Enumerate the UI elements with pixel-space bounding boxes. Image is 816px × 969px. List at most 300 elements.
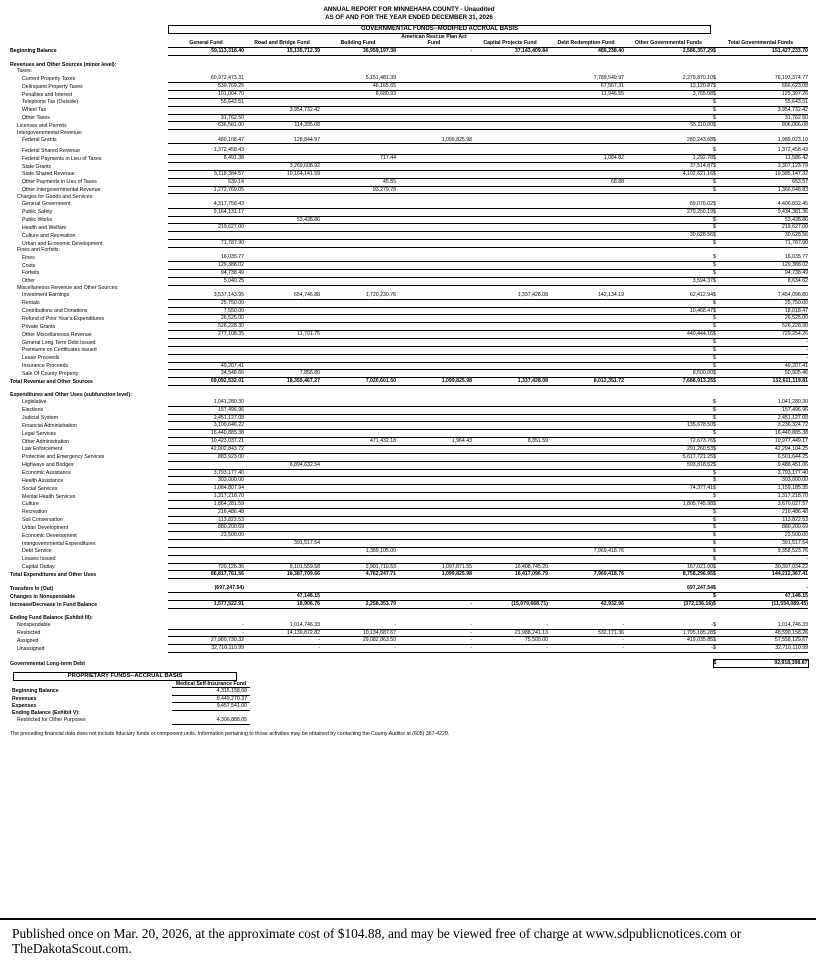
value-cell: 2,451,127.08 [168, 414, 244, 422]
table-row [10, 75, 808, 82]
row-label: Other Administration [22, 438, 69, 445]
value-cell: 7,550.00 [168, 307, 244, 315]
value-cell: 18,906.76 [244, 601, 320, 609]
value-cell [548, 170, 624, 178]
row-label: Penalties and Interest [22, 91, 73, 98]
total-value-cell: 303,000.00 [723, 477, 808, 485]
value-cell [320, 269, 396, 277]
value-cell: 15,135,712.39 [244, 47, 320, 55]
currency-symbol: $ [713, 500, 723, 508]
value-cell: 216,486.48 [168, 508, 244, 516]
total-value-cell: 31,762.50 [723, 114, 808, 122]
value-cell [548, 307, 624, 315]
total-value-cell: 47,148.15 [723, 593, 808, 601]
row-label: State Grants [22, 163, 52, 170]
total-value-cell: 16,440,885.38 [723, 430, 808, 438]
value-cell [320, 540, 396, 548]
total-value-cell: 4,406,832.45 [723, 201, 808, 208]
total-value-cell: - [723, 339, 808, 347]
row-label: Capital Outlay [22, 564, 55, 571]
table-row [10, 163, 808, 171]
value-cell [320, 414, 396, 422]
value-cell [472, 524, 548, 532]
currency-symbol: $ [713, 532, 723, 540]
value-cell: 30,628.56 [624, 232, 713, 240]
value-cell [472, 137, 548, 144]
value-cell: 291,260.53 [624, 445, 713, 453]
value-cell [548, 147, 624, 154]
value-cell: 29,082,863.50 [320, 637, 396, 645]
total-value-cell: 53,438.86 [723, 216, 808, 224]
value-cell: 532,171.36 [548, 629, 624, 637]
total-value-cell: 9,488,451.06 [723, 461, 808, 469]
row-label: Current Property Taxes [22, 75, 76, 82]
table-row [10, 362, 808, 370]
value-cell [320, 216, 396, 224]
value-cell: 93,279.78 [320, 186, 396, 194]
value-cell [472, 262, 548, 270]
table-row [10, 106, 808, 114]
value-cell: 13,120.87 [624, 83, 713, 91]
value-cell: 1,864,281.59 [168, 500, 244, 508]
currency-symbol: $ [713, 262, 723, 270]
value-cell [548, 240, 624, 248]
row-label: Increase/Decrease in Fund Balance [10, 601, 98, 608]
table-row [10, 547, 808, 555]
value-cell [396, 430, 472, 438]
value-cell: 7,020,601.50 [320, 378, 396, 386]
column-header: Medical Self-Insurance Fund [172, 681, 250, 688]
value-cell [472, 315, 548, 323]
value-cell [244, 362, 320, 370]
value-cell [244, 493, 320, 501]
value-cell [244, 399, 320, 406]
value-cell: 37,514.87 [624, 163, 713, 171]
value-cell [472, 547, 548, 555]
value-cell [396, 532, 472, 540]
row-label: Judicial System [22, 415, 59, 422]
row-label: Elections [22, 407, 44, 414]
row-label: Governmental Long-term Debt [10, 660, 85, 667]
value-cell [320, 307, 396, 315]
table-row [10, 331, 808, 339]
value-cell [548, 137, 624, 144]
currency-symbol: $ [713, 254, 723, 261]
value-cell [244, 254, 320, 261]
total-value-cell: 71,787.90 [723, 240, 808, 248]
value-cell [624, 477, 713, 485]
value-cell [396, 485, 472, 493]
value-cell: 7,789,549.97 [548, 75, 624, 82]
value-cell: 8,491.38 [168, 155, 244, 163]
value-cell [396, 331, 472, 339]
value-cell [396, 216, 472, 224]
table-row [10, 688, 250, 696]
currency-symbol: $ [713, 122, 723, 130]
row-label: Other Miscellaneous Revenue [22, 331, 92, 338]
table-row [10, 469, 808, 477]
value-cell [548, 508, 624, 516]
value-cell [624, 508, 713, 516]
table-row [10, 660, 808, 668]
value-cell: 3,269,608.92 [244, 163, 320, 171]
value-cell: - [548, 622, 624, 629]
value-cell [624, 414, 713, 422]
report-title-line1: ANNUAL REPORT FOR MINNEHAHA COUNTY - Unaudited [323, 6, 495, 13]
value-cell [472, 208, 548, 216]
total-value-cell: 3,954,732.42 [723, 106, 808, 114]
table-row [10, 438, 808, 446]
row-label: Culture [22, 501, 39, 508]
total-value-cell: 1,159,185.35 [723, 485, 808, 493]
value-cell: 9,164,131.17 [168, 208, 244, 216]
value-cell [320, 445, 396, 453]
value-cell: 4,306,888.05 [172, 717, 250, 724]
value-cell [548, 201, 624, 208]
currency-symbol: $ [713, 224, 723, 232]
value-cell [244, 453, 320, 461]
value-cell: 593,818.52 [624, 461, 713, 469]
value-cell [624, 262, 713, 270]
table-row [10, 622, 808, 629]
value-cell [396, 469, 472, 477]
value-cell [472, 163, 548, 171]
value-cell [472, 339, 548, 347]
governmental-funds-table [10, 34, 808, 668]
total-value-cell: 7,454,096.80 [723, 292, 808, 299]
row-label: Premiums on Certificates Issued [22, 347, 97, 354]
value-cell [396, 178, 472, 186]
value-cell: - [168, 622, 244, 629]
value-cell [320, 208, 396, 216]
column-header: Building Fund [320, 34, 396, 47]
value-cell: 59,113,318.40 [168, 47, 244, 55]
value-cell [168, 593, 244, 601]
value-cell: 2,279,870.10 [624, 75, 713, 82]
currency-symbol: $ [713, 601, 723, 609]
row-label: Licenses and Permits [17, 122, 67, 129]
value-cell: 5,151,481.39 [320, 75, 396, 82]
value-cell: 42,932.96 [548, 601, 624, 609]
total-value-cell: 3,793,177.40 [723, 469, 808, 477]
row-label: Public Works [22, 217, 53, 223]
currency-symbol: $ [713, 399, 723, 406]
row-label: Health and Welfare [22, 224, 67, 231]
column-header: Debt Redemption Fund [548, 34, 624, 47]
value-cell: 9,449,270.37 [172, 695, 250, 703]
value-cell [244, 240, 320, 248]
value-cell [548, 346, 624, 354]
value-cell: 277,108.35 [168, 331, 244, 339]
value-cell: 16,417,096.79 [472, 571, 548, 579]
value-cell [472, 155, 548, 163]
value-cell [624, 660, 713, 668]
value-cell [320, 485, 396, 493]
value-cell: - [472, 645, 548, 653]
row-label: Other Payments in Lieu of Taxes [22, 179, 97, 186]
row-label: Changes in Nonspendable [10, 593, 76, 600]
value-cell [472, 75, 548, 82]
value-cell [320, 240, 396, 248]
table-row [10, 645, 808, 653]
value-cell [624, 399, 713, 406]
total-value-cell: 1,014,746.33 [723, 622, 808, 629]
table-row [10, 493, 808, 501]
value-cell: 11,946.55 [548, 91, 624, 99]
value-cell: 880,200.69 [168, 524, 244, 532]
currency-symbol: $ [713, 277, 723, 285]
value-cell: 34,548.66 [168, 370, 244, 378]
table-row [10, 354, 808, 362]
proprietary-funds-table [10, 681, 250, 725]
value-cell: - [320, 645, 396, 653]
value-cell [244, 315, 320, 323]
proprietary-funds-header: PROPRIETARY FUNDS--ACCRUAL BASIS [13, 672, 237, 681]
value-cell: 1,014,746.33 [244, 622, 320, 629]
value-cell [472, 430, 548, 438]
table-row [10, 323, 808, 331]
currency-symbol: $ [713, 660, 723, 668]
value-cell: 62,412.94 [624, 292, 713, 299]
column-header: Capital Projects Fund [472, 34, 548, 47]
value-cell [548, 232, 624, 240]
table-row [10, 130, 808, 137]
value-cell: (697,247.54) [168, 585, 244, 592]
value-cell [548, 485, 624, 493]
value-cell [472, 660, 548, 668]
value-cell [472, 277, 548, 285]
total-value-cell: 6,501,644.25 [723, 453, 808, 461]
value-cell [244, 438, 320, 446]
value-cell: - [472, 622, 548, 629]
table-row [10, 178, 808, 186]
total-value-cell: 144,212,367.41 [723, 571, 808, 579]
value-cell [548, 362, 624, 370]
value-cell: - [168, 629, 244, 637]
value-cell [244, 323, 320, 331]
value-cell [320, 98, 396, 106]
table-row [10, 563, 808, 571]
value-cell [168, 547, 244, 555]
total-value-cell: 151,427,233.70 [723, 47, 808, 55]
empty-cells [168, 68, 808, 75]
value-cell [624, 555, 713, 563]
currency-symbol: $ [713, 240, 723, 248]
total-value-cell: 25,750.00 [723, 299, 808, 307]
value-cell [472, 414, 548, 422]
table-row [10, 269, 808, 277]
table-row [10, 710, 250, 717]
table-row [10, 593, 808, 601]
value-cell [396, 593, 472, 601]
value-cell: 60,972,473.31 [168, 75, 244, 82]
value-cell [244, 339, 320, 347]
table-row [10, 147, 808, 154]
value-cell [168, 660, 244, 668]
value-cell [624, 240, 713, 248]
value-cell: 3,537,143.95 [168, 292, 244, 299]
currency-symbol: $ [713, 362, 723, 370]
value-cell: 471,432.18 [320, 438, 396, 446]
value-cell [548, 585, 624, 592]
row-label: Federal Grants [22, 137, 57, 144]
row-label: Private Grants [22, 323, 56, 330]
total-value-cell: - [723, 354, 808, 362]
value-cell: 68.88 [548, 178, 624, 186]
value-cell [320, 254, 396, 261]
value-cell [396, 224, 472, 232]
total-value-cell: 42,294,104.25 [723, 445, 808, 453]
value-cell [244, 232, 320, 240]
value-cell: 18,359,467.27 [244, 378, 320, 386]
value-cell: 8,894,632.54 [244, 461, 320, 469]
row-label: Investment Earnings [22, 292, 70, 299]
value-cell [396, 500, 472, 508]
value-cell: 2,258,353.79 [320, 601, 396, 609]
currency-symbol: $ [713, 147, 723, 154]
value-cell [624, 299, 713, 307]
currency-symbol: $ [713, 186, 723, 194]
value-cell [244, 469, 320, 477]
currency-symbol: $ [713, 354, 723, 362]
value-cell [548, 114, 624, 122]
value-cell [472, 201, 548, 208]
value-cell: 480,108.47 [168, 137, 244, 144]
value-cell [624, 547, 713, 555]
value-cell [168, 216, 244, 224]
governmental-funds-header: GOVERNMENTAL FUNDS--MODIFIED ACCRUAL BASIS [168, 25, 711, 34]
value-cell: 142,134.19 [548, 292, 624, 299]
total-value-cell: 391,517.54 [723, 540, 808, 548]
row-label: Economic Development [22, 532, 77, 539]
value-cell: - [396, 622, 472, 629]
currency-symbol: $ [713, 331, 723, 339]
value-cell [472, 224, 548, 232]
value-cell [396, 414, 472, 422]
spacer-row [10, 653, 808, 660]
value-cell: 4,315,158.68 [172, 688, 250, 696]
value-cell: 10,468.47 [624, 307, 713, 315]
value-cell [548, 315, 624, 323]
currency-symbol: $ [713, 155, 723, 163]
total-value-cell: 32,710,110.99 [723, 645, 808, 653]
currency-symbol: $ [713, 137, 723, 144]
value-cell [320, 461, 396, 469]
row-label: Rentals [22, 300, 40, 307]
row-label: Transfers In (Out) [10, 585, 54, 592]
value-cell [472, 232, 548, 240]
value-cell [244, 114, 320, 122]
value-cell: 1,795,185.28 [624, 629, 713, 637]
table-row [10, 307, 808, 315]
value-cell: 7,969,418.76 [548, 547, 624, 555]
row-label: Health Assistance [22, 477, 64, 484]
value-cell: 1,337,428.08 [472, 378, 548, 386]
value-cell [396, 453, 472, 461]
value-cell: 71,787.90 [168, 240, 244, 248]
total-value-cell: 57,558,129.67 [723, 637, 808, 645]
value-cell: - [396, 47, 472, 55]
value-cell: 129,388.02 [168, 262, 244, 270]
value-cell [624, 524, 713, 532]
total-value-cell: 55,643.51 [723, 98, 808, 106]
value-cell [548, 254, 624, 261]
table-row [10, 68, 808, 75]
currency-symbol: $ [713, 299, 723, 307]
value-cell: 1,372,458.43 [168, 147, 244, 154]
row-label: Contributions and Donations [22, 308, 88, 315]
value-cell [624, 178, 713, 186]
value-cell [472, 83, 548, 91]
value-cell: 3,100,646.22 [168, 422, 244, 430]
value-cell: 27,980,730.32 [168, 637, 244, 645]
row-label: Charges for Goods and Services: [17, 193, 94, 200]
value-cell: 55,110.00 [624, 122, 713, 130]
value-cell [244, 508, 320, 516]
value-cell: 26,525.00 [168, 315, 244, 323]
currency-symbol: $ [713, 422, 723, 430]
publication-footer [0, 918, 816, 969]
value-cell [472, 354, 548, 362]
table-row [10, 555, 808, 563]
value-cell [320, 500, 396, 508]
column-header: General Fund [168, 34, 244, 47]
value-cell [244, 155, 320, 163]
table-row [10, 717, 250, 724]
value-cell [548, 122, 624, 130]
value-cell: 1,577,522.91 [168, 601, 244, 609]
empty-cells [168, 392, 808, 399]
value-cell [624, 406, 713, 414]
value-cell [548, 262, 624, 270]
table-row [10, 254, 808, 261]
table-row [10, 430, 808, 438]
value-cell [320, 532, 396, 540]
value-cell [624, 216, 713, 224]
value-cell: - [624, 622, 713, 629]
value-cell [624, 339, 713, 347]
row-label: Legal Services [22, 430, 57, 437]
value-cell [396, 277, 472, 285]
column-header: Road and Bridge Fund [244, 34, 320, 47]
value-cell [320, 277, 396, 285]
value-cell [396, 240, 472, 248]
total-value-cell: 9,358,523.76 [723, 547, 808, 555]
currency-symbol: $ [713, 438, 723, 446]
value-cell [548, 406, 624, 414]
row-label: Culture and Recreation [22, 232, 76, 239]
value-cell: 697,247.54 [624, 585, 713, 592]
value-cell [472, 299, 548, 307]
value-cell [624, 469, 713, 477]
value-cell [472, 461, 548, 469]
value-cell: 7,856.80 [244, 370, 320, 378]
value-cell [548, 660, 624, 668]
value-cell [472, 453, 548, 461]
row-label: Recreation [22, 509, 48, 516]
total-value-cell: (11,554,089.45) [723, 601, 808, 609]
value-cell [244, 555, 320, 563]
value-cell: 9,457,541.00 [172, 703, 250, 711]
value-cell [548, 453, 624, 461]
value-cell [244, 585, 320, 592]
value-cell: 1,084.82 [548, 155, 624, 163]
total-value-cell: 132,611,119.81 [723, 378, 808, 386]
value-cell [396, 461, 472, 469]
value-cell [168, 163, 244, 171]
value-cell [396, 315, 472, 323]
value-cell [472, 585, 548, 592]
